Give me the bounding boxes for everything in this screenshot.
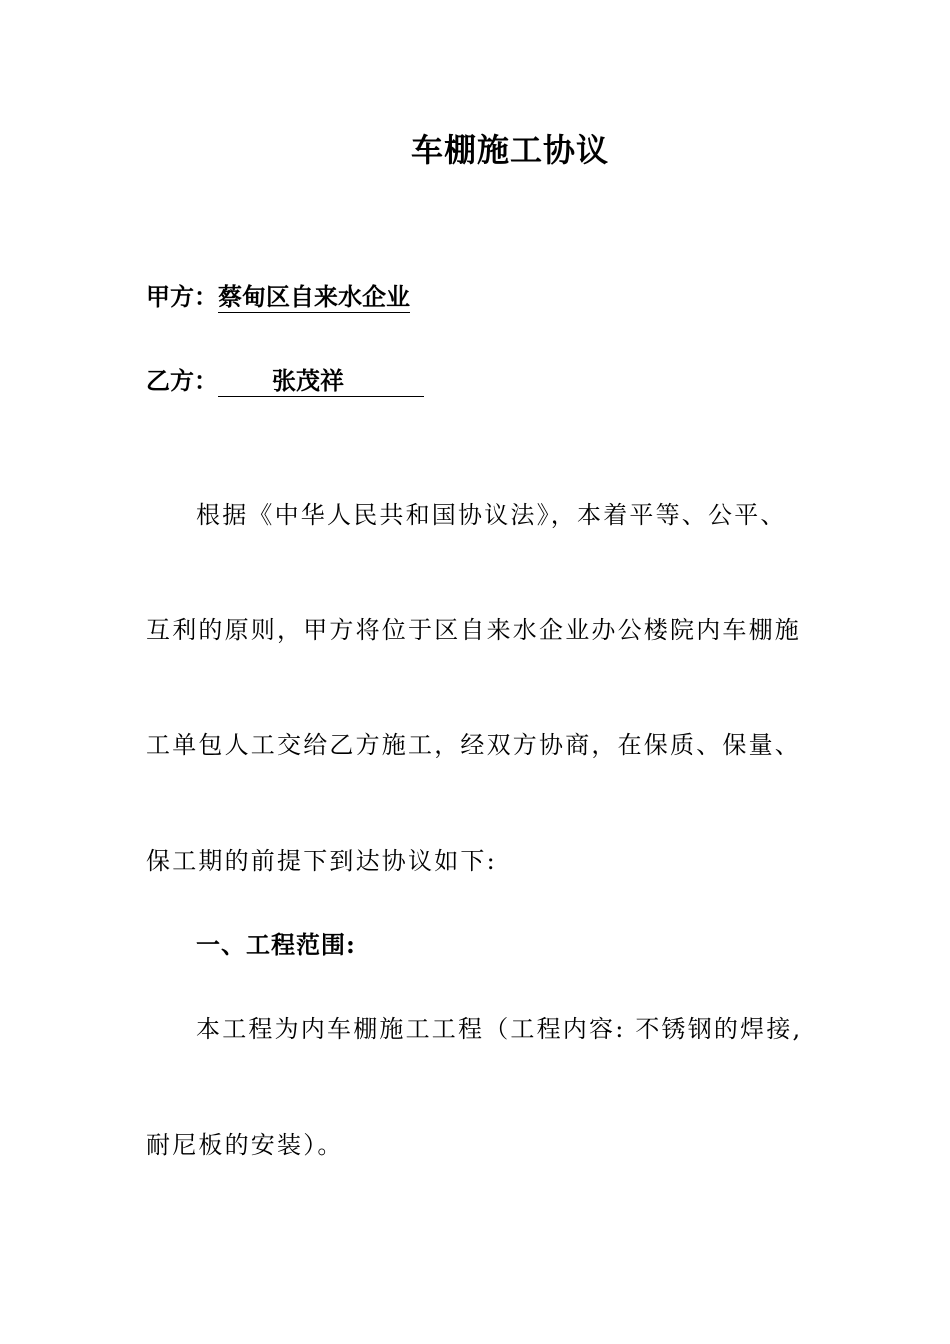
section-1-line-2: 耐尼板的安装）。 <box>146 1131 344 1159</box>
document-title: 车棚施工协议 <box>410 131 609 169</box>
party-b-line <box>146 364 424 398</box>
intro-line-1: 根据《中华人民共和国协议法》，本着平等、公平、 <box>196 501 787 529</box>
intro-line-3: 工单包人工交给乙方施工，经双方协商，在保质、保量、 <box>146 731 801 759</box>
party-b-value: 张茂祥 <box>218 366 424 397</box>
party-a-value: 蔡甸区自来水企业 <box>218 282 410 311</box>
intro-line-2: 互利的原则，甲方将位于区自来水企业办公楼院内车棚施 <box>146 616 801 644</box>
party-a-label: 甲方： <box>146 282 218 311</box>
section-1-heading: 一、工程范围: <box>196 930 356 959</box>
intro-line-4: 保工期的前提下到达协议如下: <box>146 847 497 875</box>
party-b-label: 乙方： <box>146 366 218 395</box>
party-a-line <box>146 280 410 314</box>
section-1-line-1: 本工程为内车棚施工工程（工程内容: 不锈钢的焊接, <box>196 1015 803 1043</box>
